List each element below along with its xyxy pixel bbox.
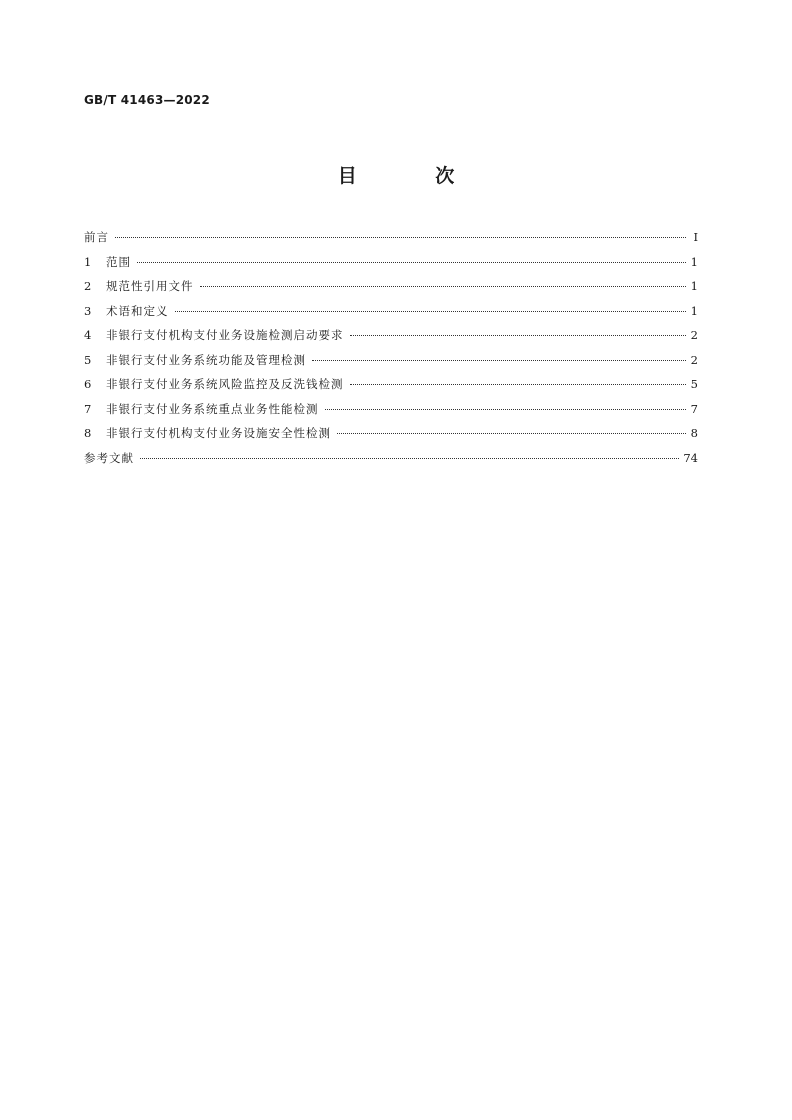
toc-entry-label: 非银行支付机构支付业务设施检测启动要求 — [106, 328, 344, 342]
toc-entry-4[interactable] — [84, 323, 698, 348]
toc-entry-page: 1 — [690, 254, 698, 269]
toc-entry-number: 5 — [84, 352, 92, 367]
toc-entry-page: 5 — [690, 377, 698, 391]
toc-entry-page: 8 — [690, 426, 698, 440]
toc-entry-number: 6 — [84, 377, 92, 391]
toc-leader-dots — [140, 458, 679, 459]
toc-entry-page: 2 — [690, 352, 698, 367]
toc-entry-page: 74 — [683, 450, 698, 465]
page-title: 目 次 — [337, 165, 491, 187]
toc-entry-number: 8 — [84, 426, 92, 440]
toc-entry-page: 7 — [690, 401, 698, 416]
toc-leader-dots — [200, 286, 687, 287]
toc-entry-3[interactable] — [84, 299, 698, 324]
toc-entry-page: 1 — [690, 303, 698, 318]
toc-entry-number: 4 — [84, 328, 92, 342]
toc-entry-6[interactable] — [84, 372, 698, 397]
toc-entry-label: 规范性引用文件 — [106, 279, 194, 293]
toc-leader-dots — [115, 237, 686, 238]
toc-entry-label: 范围 — [106, 254, 131, 269]
standard-code: GB/T 41463—2022 — [84, 93, 210, 107]
toc-entry-number: 1 — [84, 254, 92, 269]
table-of-contents — [84, 225, 698, 470]
toc-entry-7[interactable] — [84, 397, 698, 422]
toc-entry-foreword[interactable] — [84, 225, 698, 250]
toc-leader-dots — [175, 311, 687, 312]
toc-leader-dots — [312, 360, 686, 361]
toc-entry-bibliography[interactable] — [84, 446, 698, 471]
toc-entry-number: 3 — [84, 303, 92, 318]
toc-entry-label: 参考文献 — [84, 450, 134, 465]
toc-leader-dots — [137, 262, 686, 263]
toc-entry-label: 非银行支付机构支付业务设施安全性检测 — [106, 426, 331, 440]
toc-entry-label: 前言 — [84, 230, 109, 244]
toc-entry-2[interactable] — [84, 274, 698, 299]
toc-entry-1[interactable] — [84, 250, 698, 275]
toc-leader-dots — [350, 384, 687, 385]
toc-entry-label: 非银行支付业务系统风险监控及反洗钱检测 — [106, 377, 344, 391]
toc-entry-page: 2 — [690, 328, 698, 342]
toc-leader-dots — [325, 409, 687, 410]
toc-entry-label: 术语和定义 — [106, 303, 169, 318]
toc-entry-label: 非银行支付业务系统功能及管理检测 — [106, 352, 306, 367]
toc-entry-8[interactable] — [84, 421, 698, 446]
toc-leader-dots — [350, 335, 687, 336]
toc-entry-5[interactable] — [84, 348, 698, 373]
toc-entry-number: 2 — [84, 279, 92, 293]
toc-entry-page: 1 — [690, 279, 698, 293]
toc-entry-number: 7 — [84, 401, 92, 416]
toc-entry-label: 非银行支付业务系统重点业务性能检测 — [106, 401, 319, 416]
toc-leader-dots — [337, 433, 686, 434]
toc-entry-page: Ⅰ — [693, 230, 698, 244]
